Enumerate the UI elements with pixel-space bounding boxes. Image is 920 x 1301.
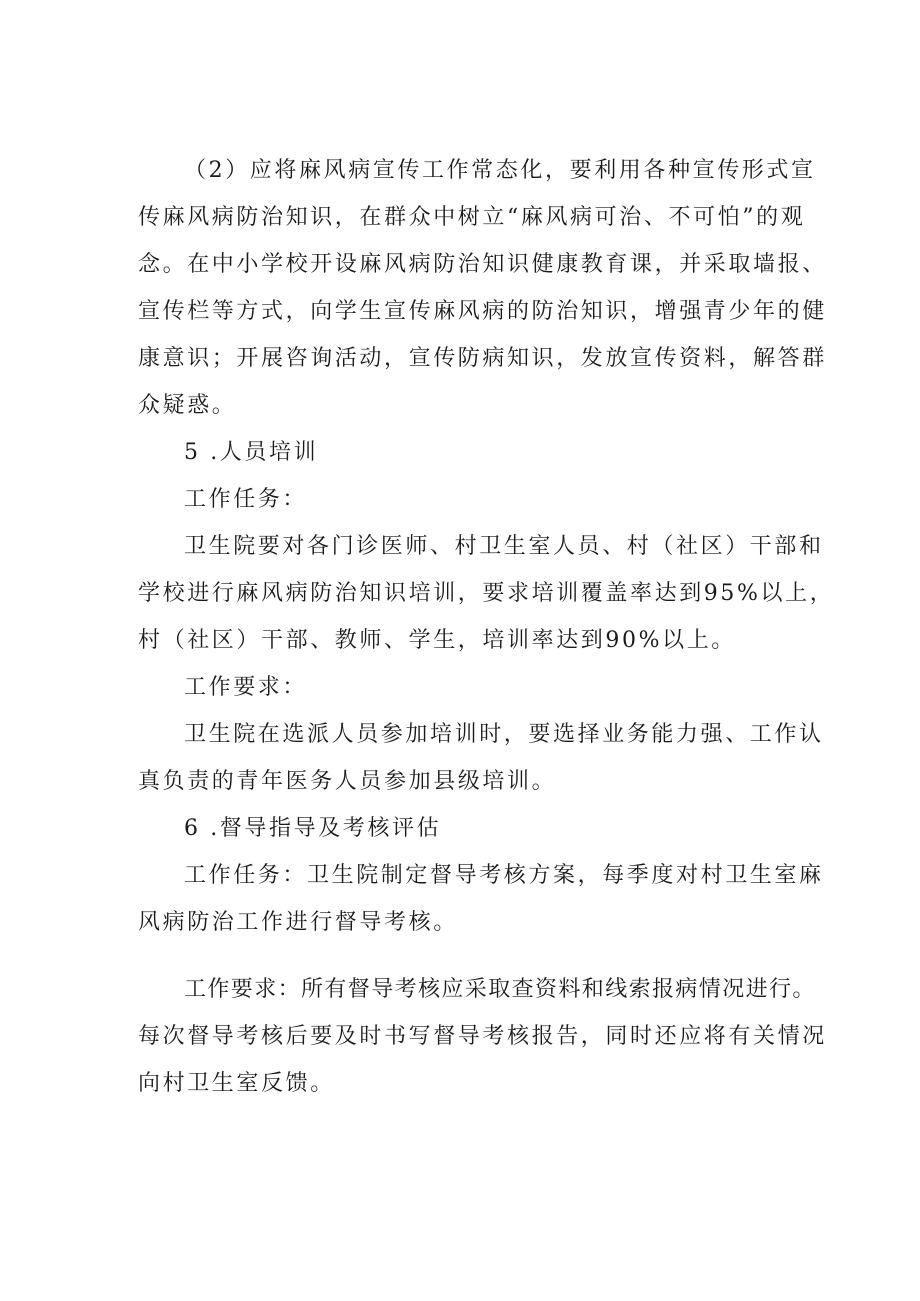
- section-heading: 6 .督导指导及考核评估: [184, 816, 442, 841]
- subheading-requirement: 工作要求：: [184, 675, 308, 700]
- paragraph-line: 工作要求：所有督导考核应采取查资料和线索报病情况进行。: [184, 977, 816, 1002]
- paragraph-line: 传麻风病防治知识，在群众中树立“麻风病可治、不可怕”的观: [138, 205, 806, 230]
- paragraph-line: 真负责的青年医务人员参加县级培训。: [138, 769, 557, 794]
- paragraph-line: 康意识；开展咨询活动，宣传防病知识，发放宣传资料，解答群: [138, 346, 827, 371]
- subheading-task: 工作任务：: [184, 487, 308, 512]
- paragraph-line: （2）应将麻风病宣传工作常态化，要利用各种宣传形式宣: [184, 158, 816, 183]
- paragraph-line: 卫生院要对各门诊医师、村卫生室人员、村（社区）干部和: [184, 534, 824, 559]
- paragraph-line: 学校进行麻风病防治知识培训，要求培训覆盖率达到95%以上，: [138, 581, 835, 606]
- paragraph-line: 向村卫生室反馈。: [138, 1071, 335, 1096]
- paragraph-line: 众疑惑。: [138, 393, 237, 418]
- paragraph-line: 风病防治工作进行督导考核。: [138, 910, 458, 935]
- paragraph-line: 卫生院在选派人员参加培训时，要选择业务能力强、工作认: [184, 722, 824, 747]
- paragraph-line: 每次督导考核后要及时书写督导考核报告，同时还应将有关情况: [138, 1024, 827, 1049]
- paragraph-line: 村（社区）干部、教师、学生，培训率达到90%以上。: [138, 628, 736, 653]
- section-heading: 5 .人员培训: [184, 440, 319, 465]
- paragraph-line: 念。在中小学校开设麻风病防治知识健康教育课，并采取墙报、: [138, 252, 827, 277]
- paragraph-line: 工作任务：卫生院制定督导考核方案，每季度对村卫生室麻: [184, 863, 824, 888]
- paragraph-line: 宣传栏等方式，向学生宣传麻风病的防治知识，增强青少年的健: [138, 299, 827, 324]
